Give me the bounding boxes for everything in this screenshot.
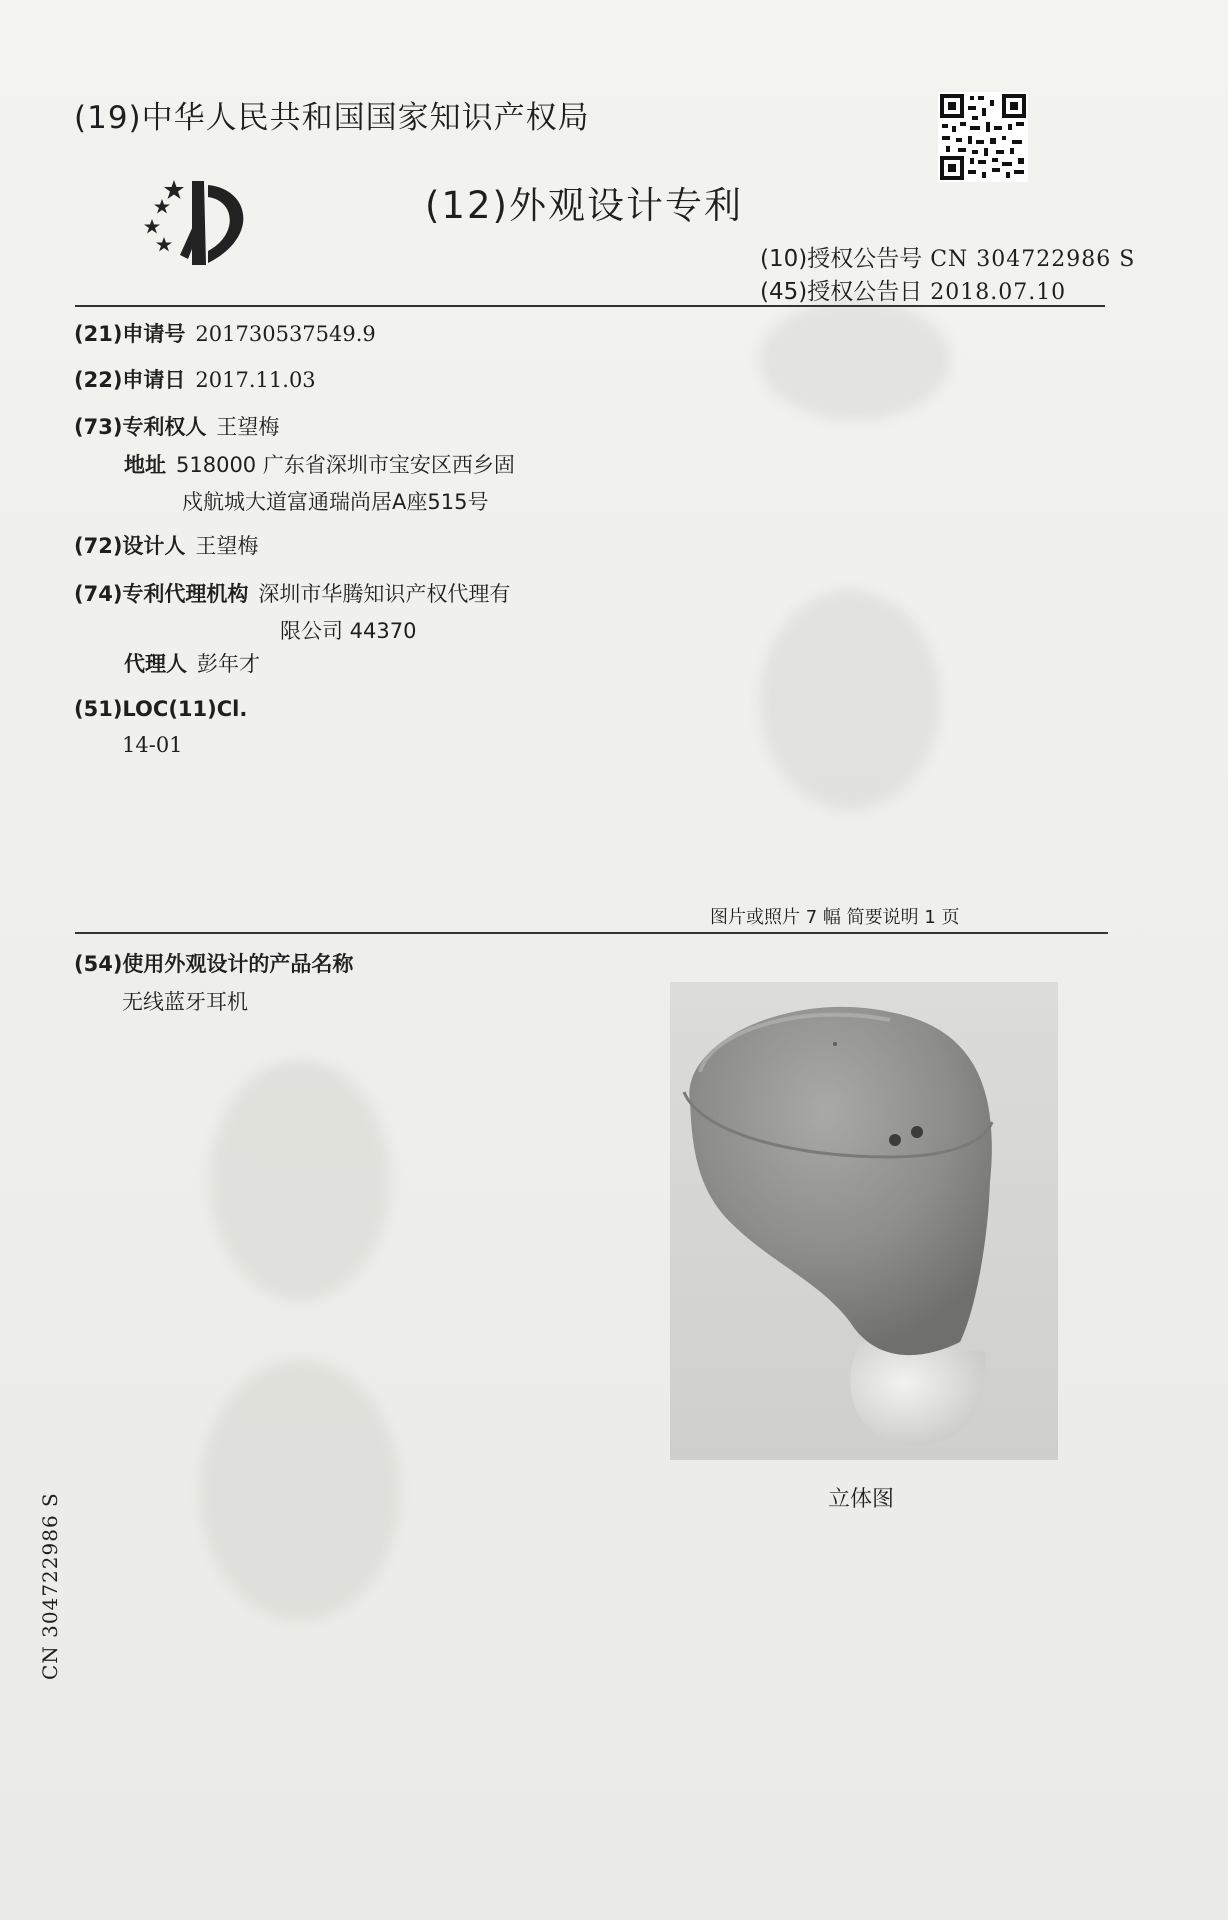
loc-classification-value: 14-01 [122,733,183,757]
grant-number-label: (10)授权公告号 [760,246,923,272]
agency-row [74,578,510,608]
bleed-through-shape [760,590,940,810]
application-date: 2017.11.03 [195,368,316,392]
mic-hole [889,1134,901,1146]
application-number: 201730537549.9 [195,322,376,346]
grant-number-line [760,240,1135,273]
earbud-shell [689,1007,991,1355]
agency-line-2: 限公司 44370 [280,619,417,643]
view-caption: 立体图 [828,1487,895,1512]
address-label: 地址 [124,453,166,477]
loc-classification-label: (51)LOC(11)Cl. [74,697,248,721]
qr-code-icon [938,92,1028,182]
patentee-name: 王望梅 [216,415,280,439]
patentee-label: (73)专利权人 [74,415,207,439]
agent-name: 彭年才 [197,652,260,676]
document-type-title: (12)外观设计专利 [425,184,743,227]
earbud-illustration [670,982,1058,1460]
bleed-through-shape [760,300,950,420]
product-name-label: (54)使用外观设计的产品名称 [74,952,354,976]
pages-info: 图片或照片 7 幅 简要说明 1 页 [710,907,960,928]
grant-date: 2018.07.10 [930,280,1067,305]
product-name: 无线蓝牙耳机 [122,990,248,1014]
agent-label: 代理人 [124,652,187,676]
address-line-1: 518000 广东省深圳市宝安区西乡固 [176,453,515,477]
header-divider [75,305,1105,307]
designer-name: 王望梅 [195,534,259,558]
application-date-label: (22)申请日 [74,368,186,392]
agency-line-1: 深圳市华腾知识产权代理有 [258,582,511,606]
cnipa-emblem-icon [140,175,265,270]
application-number-label: (21)申请号 [74,322,186,346]
ear-tip [850,1342,985,1445]
mic-hole [911,1126,923,1138]
section-divider [75,932,1108,934]
patentee-row [74,411,279,441]
bleed-through-shape [210,1060,390,1300]
address-row [124,449,515,479]
grant-number: CN 304722986 S [930,247,1136,272]
application-date-row [74,364,316,394]
side-patent-number: CN 304722986 S [38,1492,62,1680]
pinhole [833,1042,837,1046]
designer-row [74,530,258,560]
product-perspective-image [670,982,1058,1460]
agency-label: (74)专利代理机构 [74,582,249,606]
application-number-row [74,318,376,348]
designer-label: (72)设计人 [74,534,186,558]
address-line-2: 戍航城大道富通瑞尚居A座515号 [182,490,489,514]
bleed-through-shape [200,1360,400,1620]
agent-row [124,648,260,678]
grant-date-label: (45)授权公告日 [760,279,923,305]
grant-date-line [760,273,1066,306]
office-title: (19)中华人民共和国国家知识产权局 [74,100,590,136]
